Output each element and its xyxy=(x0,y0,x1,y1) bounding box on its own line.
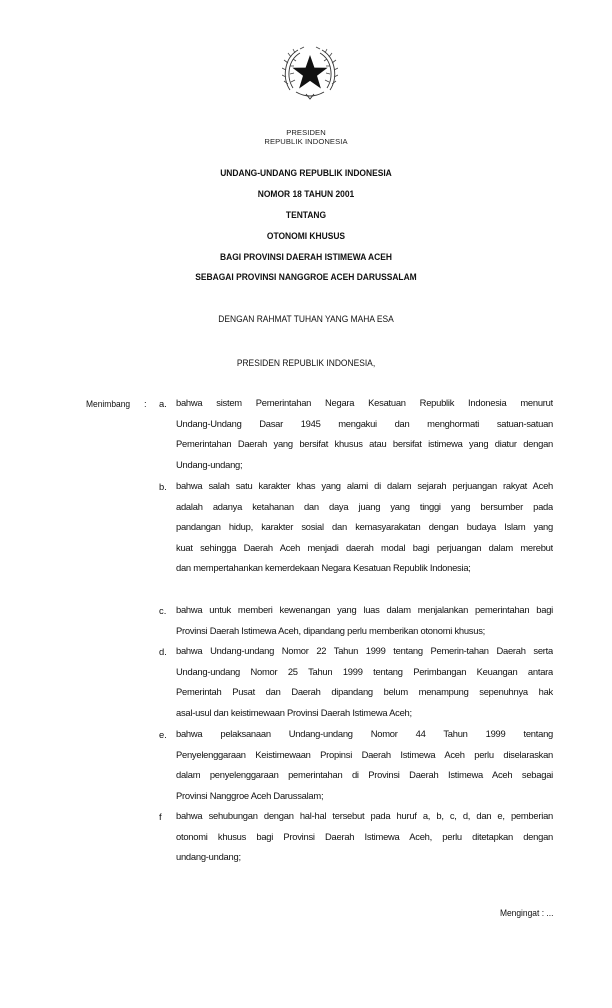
text-line: dalam penyelenggaraan pemerintahan di Provinsi Daerah Istimewa Aceh sebagai xyxy=(176,769,553,781)
text-line: Provinsi Daerah Istimewa Aceh, dipandang perlu memberikan otonomi khusus; xyxy=(176,624,486,636)
text-line: Undang-Undang Dasar 1945 mengakui dan menghormati satuan-satuan xyxy=(176,417,553,429)
item-text xyxy=(176,393,553,475)
office-line-president: PRESIDEN xyxy=(286,128,326,137)
text-line: bahwa untuk memberi kewenangan yang luas dalam menjalankan pemerintahan bagi xyxy=(176,604,553,615)
text-line: bahwa salah satu karakter khas yang alami di dalam sejarah perjuangan rakyat Aceh xyxy=(176,480,553,491)
item-text xyxy=(176,600,553,641)
text-line: kuat sehingga Daerah Aceh menjadi daerah modal bagi perjuangan dalam merebut xyxy=(176,541,553,553)
item-marker: a. xyxy=(159,398,167,409)
law-subject-region: BAGI PROVINSI DAERAH ISTIMEWA ACEH xyxy=(220,251,392,262)
law-about-heading: TENTANG xyxy=(285,209,327,220)
text-line: Undang-undang Nomor 25 Tahun 1999 tentang Perimbangan Keuangan antara xyxy=(176,665,553,677)
text-line: Penyelenggaraan Keistimewaan Propinsi Daerah Istimewa Aceh perlu diselaraskan xyxy=(176,748,553,760)
continuation-marker: Mengingat : ... xyxy=(499,907,553,918)
text-line: bahwa pelaksanaan Undang-undang Nomor 44 Tahun 1999 tentang xyxy=(176,728,553,739)
text-line: bahwa sehubungan dengan hal-hal tersebut pada huruf a, b, c, d, dan e, pemberian xyxy=(176,810,553,821)
text-line: Provinsi Nanggroe Aceh Darussalam; xyxy=(176,789,324,801)
law-number: NOMOR 18 TAHUN 2001 xyxy=(257,188,355,199)
considering-colon: : xyxy=(144,398,147,409)
item-text xyxy=(176,476,553,579)
item-marker: c. xyxy=(159,605,167,616)
text-line: bahwa sistem Pemerintahan Negara Kesatuan Republik Indonesia menurut xyxy=(176,397,553,408)
item-text xyxy=(176,641,553,723)
law-title: UNDANG-UNDANG REPUBLIK INDONESIA xyxy=(220,167,392,178)
text-line: Pemerintah Pusat dan Daerah dipandang belum menampung sepenuhnya hak xyxy=(176,686,553,698)
text-line: asal-usul dan keistimewaan Provinsi Daerah Istimewa Aceh; xyxy=(176,706,412,718)
item-text xyxy=(176,724,553,806)
item-marker: b. xyxy=(159,481,167,492)
item-marker: d. xyxy=(159,646,167,657)
text-line: otonomi khusus bagi Provinsi Daerah Istimewa Aceh, perlu ditetapkan dengan xyxy=(176,830,553,842)
text-line: undang-undang; xyxy=(176,851,241,863)
issuer: PRESIDEN REPUBLIK INDONESIA, xyxy=(236,357,376,368)
text-line: Pemerintahan Daerah yang bersifat khusus atau bersifat istimewa yang diatur dengan xyxy=(176,438,553,450)
office-line-republic: REPUBLIK INDONESIA xyxy=(264,137,348,146)
law-subject: OTONOMI KHUSUS xyxy=(266,230,346,241)
text-line: pandangan hidup, karakter sosial dan kemasyarakatan dengan budaya Islam yang xyxy=(176,521,553,533)
item-marker: e. xyxy=(159,729,167,740)
text-line: dan mempertahankan kemerdekaan Negara Kesatuan Republik Indonesia; xyxy=(176,562,471,574)
item-text xyxy=(176,806,553,868)
text-line: adalah adanya ketahanan dan daya juang yang tinggi yang bersumber pada xyxy=(176,500,553,512)
law-subject-province: SEBAGAI PROVINSI NANGGROE ACEH DARUSSALAM xyxy=(195,271,417,282)
text-line: Undang-undang; xyxy=(176,458,243,470)
text-line: bahwa Undang-undang Nomor 22 Tahun 1999 tentang Pemerin-tahan Daerah serta xyxy=(176,645,553,656)
item-marker: f xyxy=(159,811,162,822)
presidential-star-emblem-icon xyxy=(282,44,338,104)
considering-label: Menimbang xyxy=(86,398,131,409)
invocation: DENGAN RAHMAT TUHAN YANG MAHA ESA xyxy=(218,313,394,324)
